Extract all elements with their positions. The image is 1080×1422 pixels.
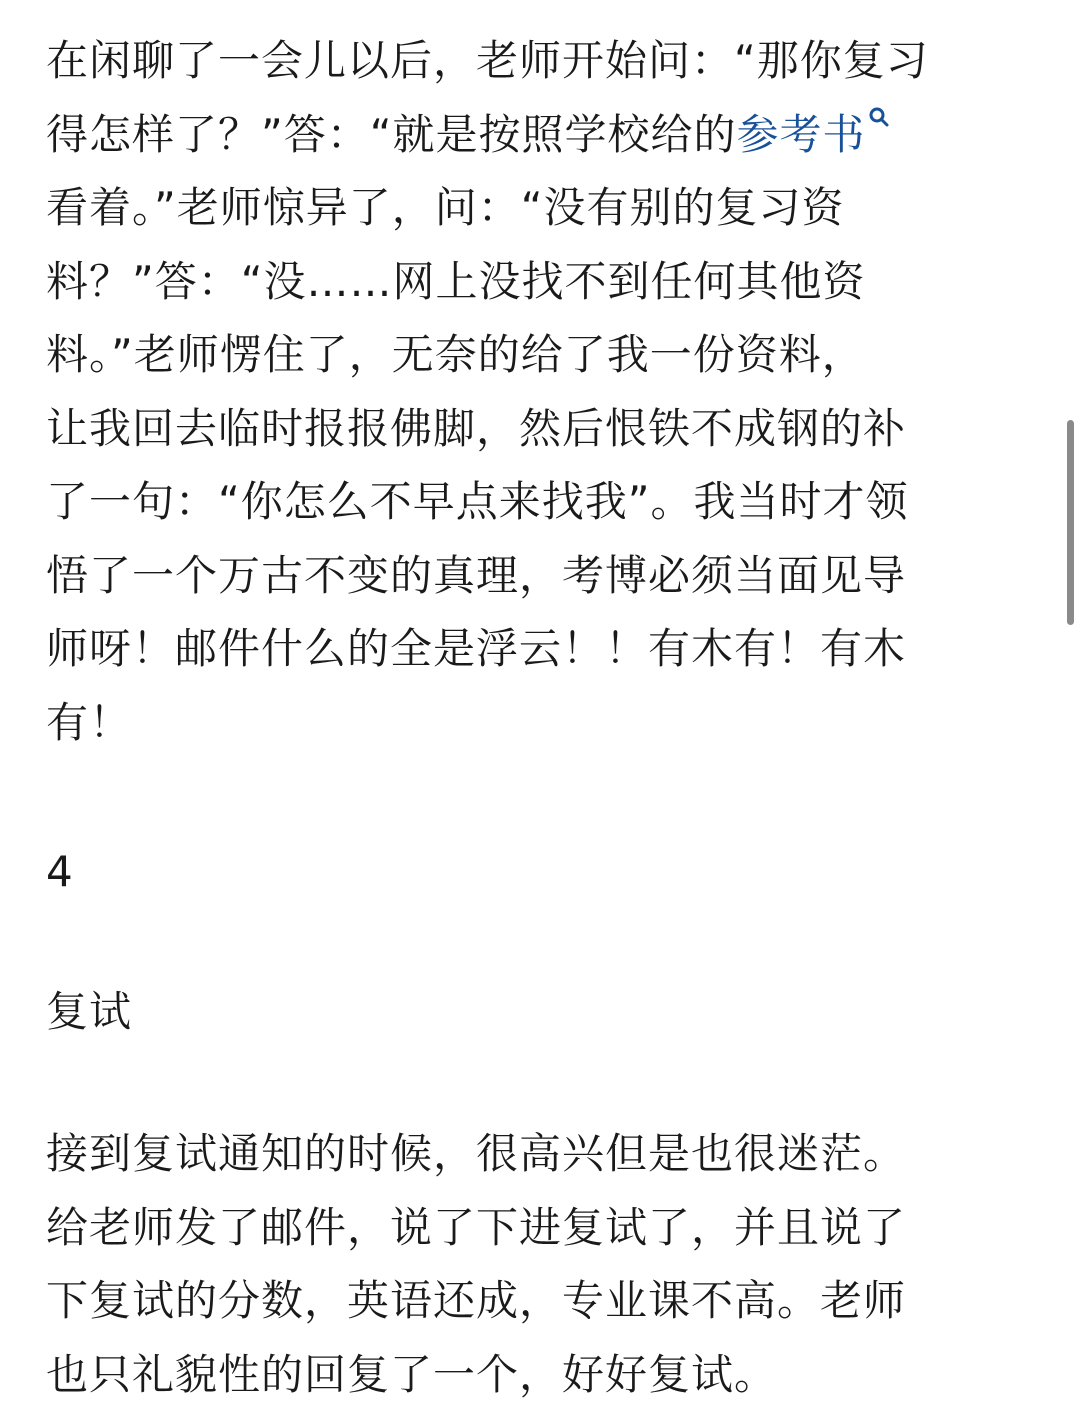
text-line: 给老师发了邮件，说了下进复试了，并且说了 — [46, 1202, 907, 1252]
text-line: 也只礼貌性的回复了一个，好好复试。 — [46, 1349, 778, 1399]
reference-book-link[interactable]: 参考书 — [736, 109, 866, 159]
text-line: 悟了一个万古不变的真理，考博必须当面见导 — [46, 550, 907, 600]
text-line: 在闲聊了一会儿以后，老师开始问：“那你复习 — [46, 36, 929, 85]
article-body — [46, 24, 1036, 759]
text-line-with-link — [46, 98, 1036, 172]
search-icon[interactable] — [868, 106, 890, 134]
section-number: 4 — [46, 847, 73, 896]
text-line: 看着。”老师惊异了，问：“没有别的复习资 — [46, 183, 845, 232]
section-title: 复试 — [46, 987, 133, 1036]
paragraph-retest — [46, 1117, 1036, 1411]
text-segment: 得怎样了？”答：“就是按照学校给的 — [46, 109, 737, 159]
paragraph-interview-story — [46, 24, 1036, 759]
text-line: 料。”老师愣住了，无奈的给了我一份资料， — [46, 330, 865, 379]
text-line: 有！ — [46, 697, 133, 747]
text-line: 料？”答：“没……网上没找不到任何其他资 — [46, 256, 866, 306]
text-line: 接到复试通知的时候，很高兴但是也很迷茫。 — [46, 1129, 907, 1178]
text-line: 让我回去临时报报佛脚，然后恨铁不成钢的补 — [46, 403, 907, 453]
text-line: 下复试的分数，英语还成，专业课不高。老师 — [46, 1276, 907, 1325]
scrollbar-thumb[interactable] — [1067, 420, 1074, 625]
text-line: 了一句：“你怎么不早点来找我”。我当时才领 — [46, 477, 909, 526]
text-line: 师呀！邮件什么的全是浮云！！有木有！有木 — [46, 624, 907, 673]
